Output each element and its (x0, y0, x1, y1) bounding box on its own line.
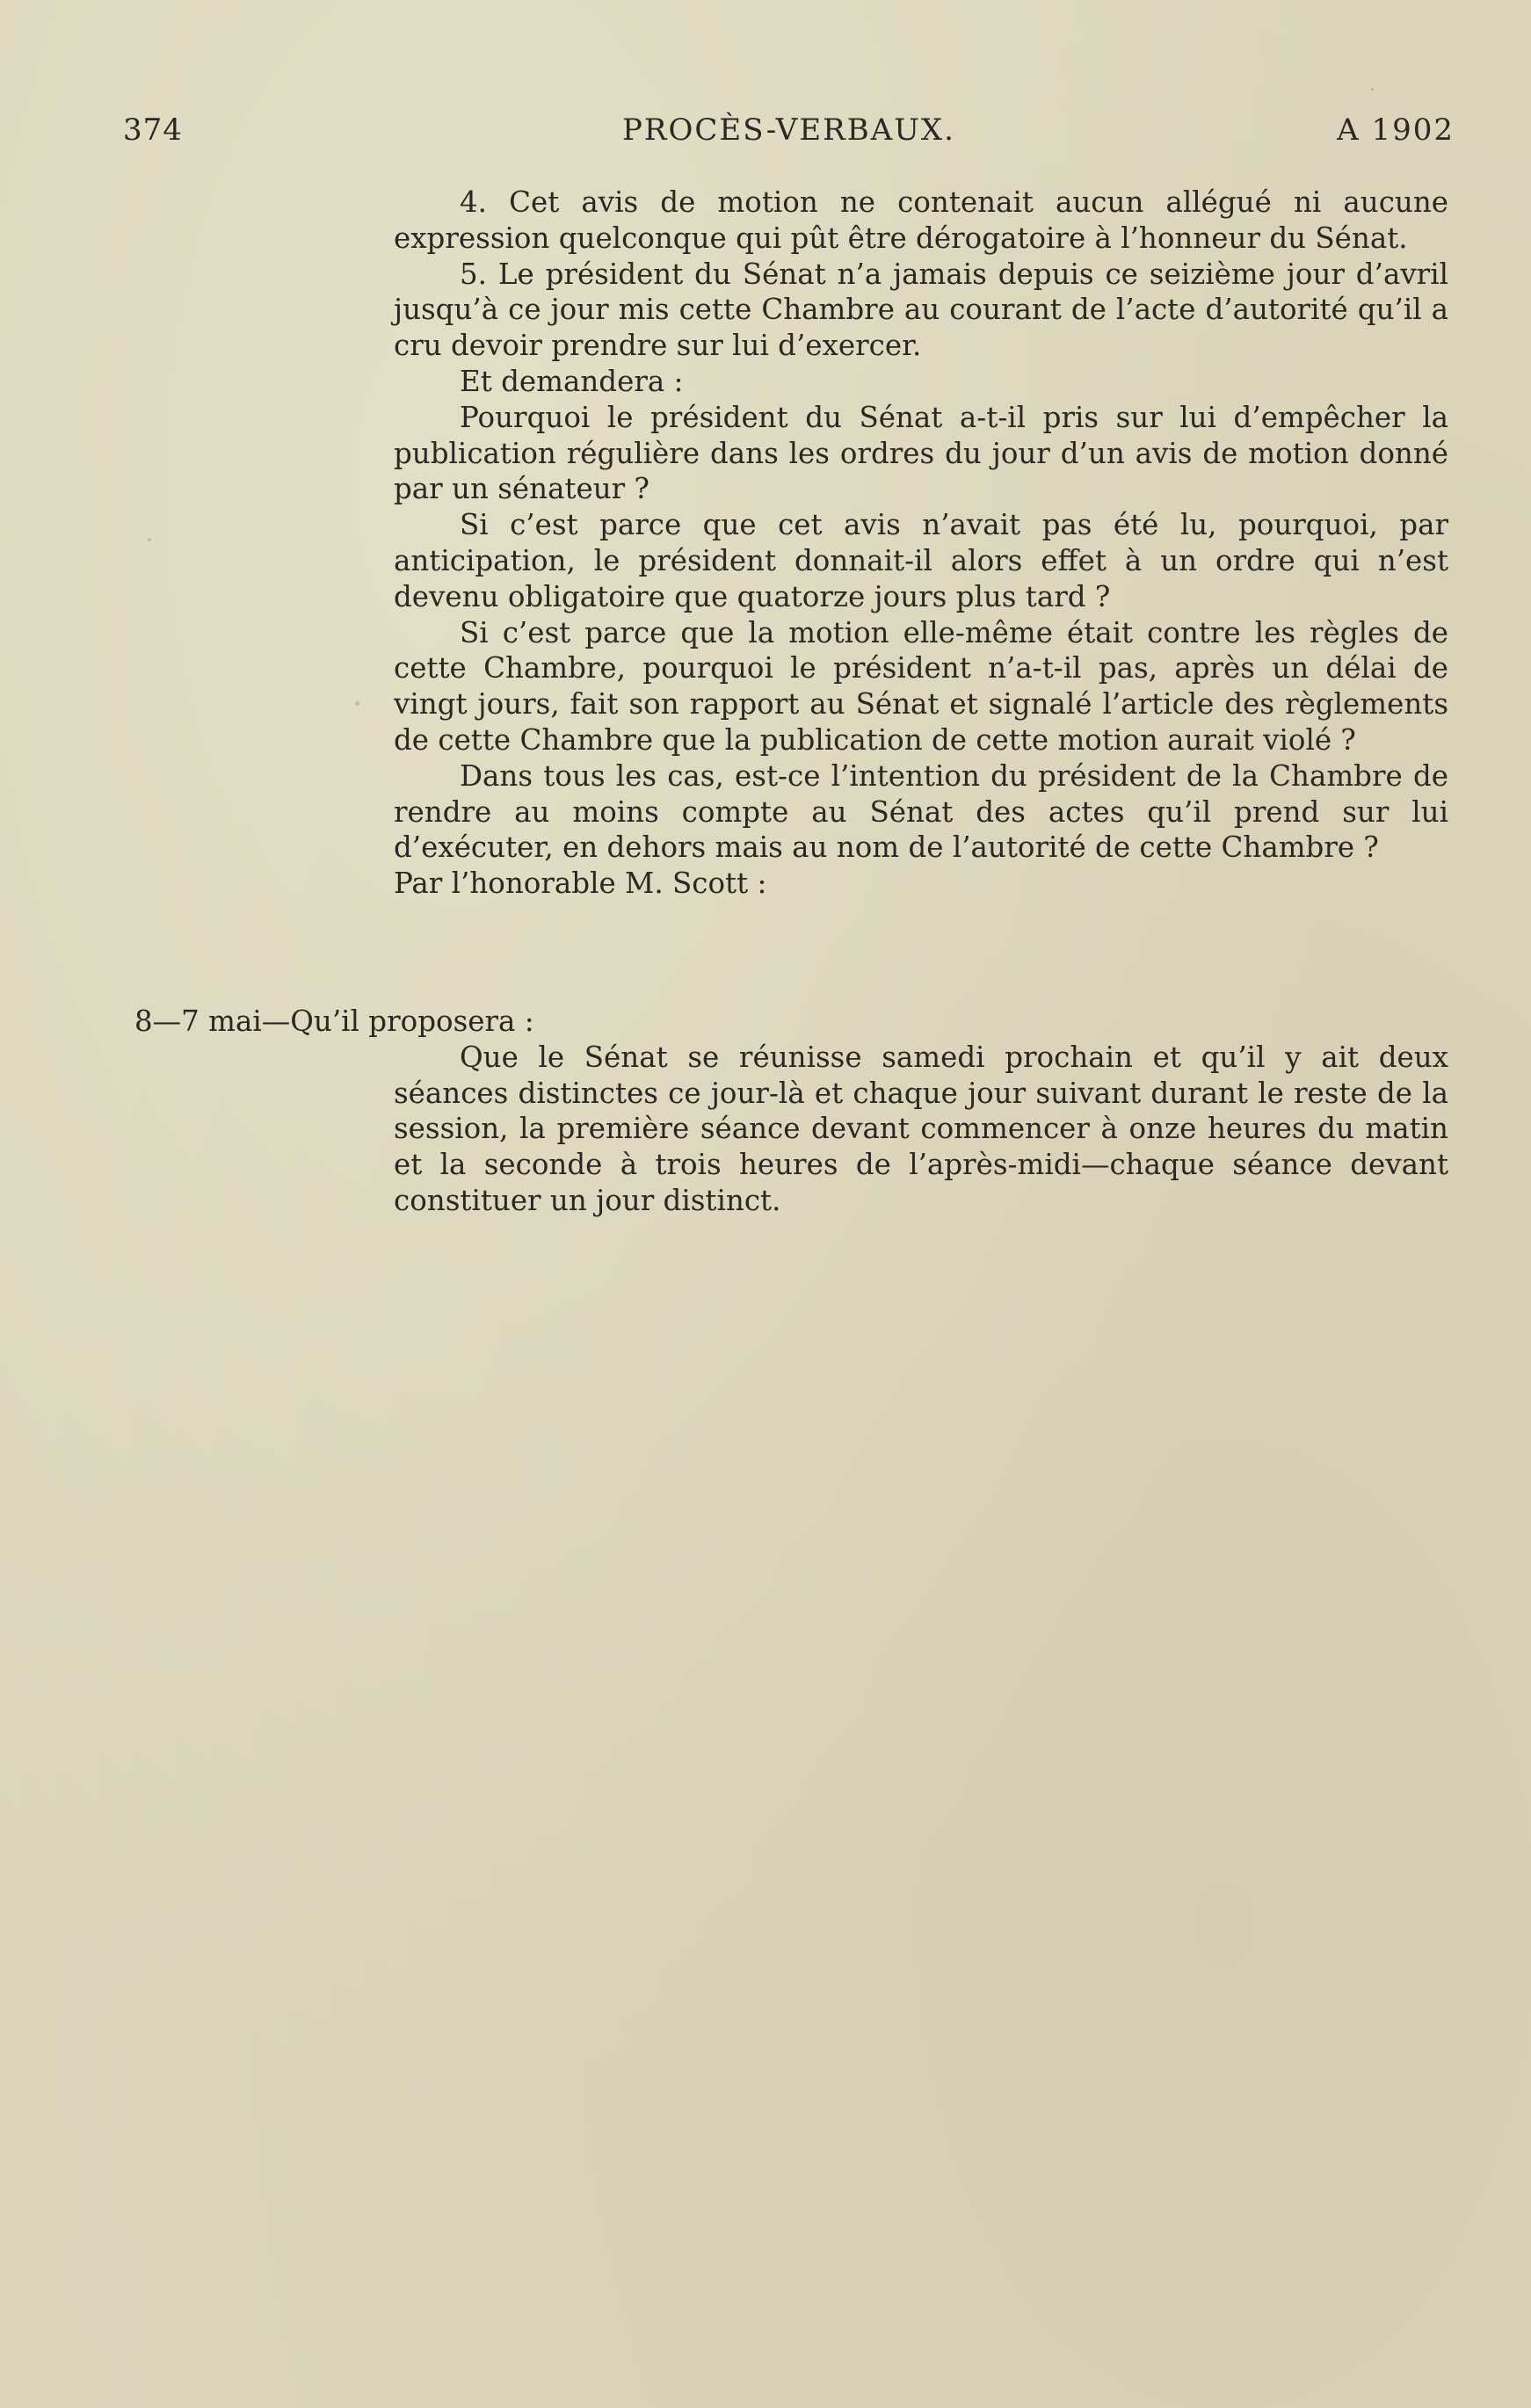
mover-line: Par l’honorable M. Scott : (394, 867, 767, 901)
paragraph-question-3: Si c’est parce que la motion elle-même était contre les règles de cette Chambre, pourquoi le président n’a-t-il pas, après un délai de vingt jours, fait son rapport au Sénat et signalé l’article des règlements de cette Chambre que la publication de cette motion aurait violé ? (394, 615, 1448, 757)
paragraph-question-1: Pourquoi le président du Sénat a-t-il pris sur lui d’empêcher la publication régulière dans les ordres du jour d’un avis de motion donné par un sénateur ? (394, 400, 1448, 506)
paragraph-4: 4. Cet avis de motion ne contenait aucun allégué ni aucune expression quelconque qui pût être dérogatoire à l’honneur du Sénat. (394, 185, 1448, 255)
notice-entry-8 (134, 1004, 1448, 1219)
questions-block (394, 185, 1448, 902)
paper-blemish (1371, 88, 1374, 91)
page-title: PROCÈS-VERBAUX. (622, 112, 955, 148)
header-year: A 1902 (1337, 112, 1455, 148)
paper-blemish (148, 538, 151, 541)
page-number: 374 (123, 112, 183, 148)
paragraph-question-2: Si c’est parce que cet avis n’avait pas été lu, pourquoi, par anticipation, le président donnait-il alors effet à un ordre qui n’est devenu obligatoire que quatorze jours plus tard ? (394, 508, 1448, 613)
paragraph-et-demandera: Et demandera : (460, 364, 684, 398)
running-header (123, 112, 1455, 156)
entry-lead: 8—7 mai—Qu’il proposera : (134, 1005, 534, 1038)
paragraph-question-4: Dans tous les cas, est-ce l’intention du président de la Chambre de rendre au moins compte au Sénat des actes qu’il prend sur lui d’exécuter, en dehors mais au nom de l’autorité de cette Chambre ? (394, 758, 1448, 865)
paper-blemish (355, 701, 359, 706)
entry-motion: Que le Sénat se réunisse samedi prochain et qu’il y ait deux séances distinctes ce jour-là et chaque jour suivant durant le reste de la session, la première séance devant commencer à onze heures du matin et la seconde à trois heures de l’après-midi—chaque séance devant constituer un jour distinct. (394, 1040, 1448, 1217)
paragraph-5: 5. Le président du Sénat n’a jamais depuis ce seizième jour d’avril jusqu’à ce jour mis cette Chambre au courant de l’acte d’autorité qu’il a cru devoir prendre sur lui d’exercer. (394, 257, 1448, 363)
